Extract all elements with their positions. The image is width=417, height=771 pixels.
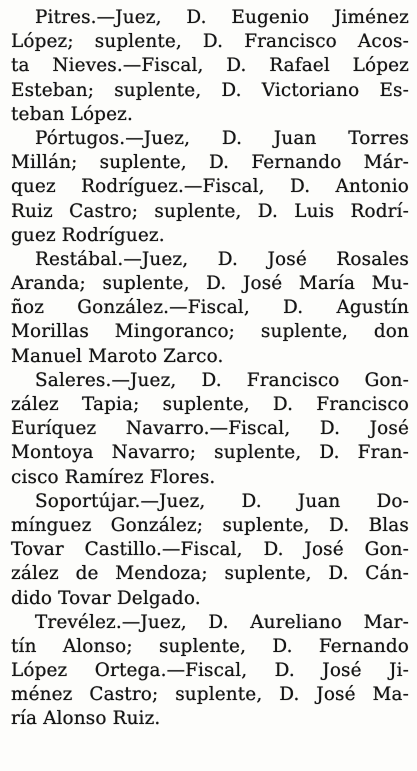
text-line: López; suplente, D. Francisco Acos- [11, 31, 409, 53]
text-line: Millán; suplente, D. Fernando Már- [11, 152, 409, 174]
text-line: Manuel Maroto Zarco. [11, 345, 224, 367]
text-line: Aranda; suplente, D. José María Mu- [11, 273, 409, 295]
text-line: tín Alonso; suplente, D. Fernando [11, 635, 409, 657]
text-line: quez Rodríguez.—Fiscal, D. Antonio [11, 176, 409, 198]
text-line: Restábal.—Juez, D. José Rosales [35, 248, 409, 270]
text-column [11, 6, 409, 732]
text-line: cisco Ramírez Flores. [11, 466, 216, 488]
text-line: Esteban; suplente, D. Victoriano Es- [11, 79, 409, 101]
text-line: Ruiz Castro; suplente, D. Luis Rodrí- [11, 200, 409, 222]
text-line: ménez Castro; suplente, D. José Ma- [11, 684, 409, 706]
text-line: Tovar Castillo.—Fiscal, D. José Gon- [11, 539, 409, 561]
entry-restábal [11, 248, 409, 369]
entry-pórtugos [11, 127, 409, 248]
entry-pitres [11, 6, 409, 127]
entry-saleres [11, 369, 409, 490]
text-line: Soportújar.—Juez, D. Juan Do- [35, 490, 409, 512]
text-line: Pitres.—Juez, D. Eugenio Jiménez [35, 7, 409, 28]
text-line: mínguez González; suplente, D. Blas [11, 514, 409, 536]
text-line: Morillas Mingoranco; suplente, don [11, 321, 409, 343]
text-line: Montoya Navarro; suplente, D. Fran- [11, 442, 409, 464]
text-line: López Ortega.—Fiscal, D. José Ji- [11, 660, 409, 682]
text-line: zález Tapia; suplente, D. Francisco [11, 394, 409, 415]
text-line: dido Tovar Delgado. [11, 587, 201, 609]
text-line: zález de Mendoza; suplente, D. Cán- [11, 563, 409, 585]
text-line: Trevélez.—Juez, D. Aureliano Mar- [35, 611, 409, 633]
text-line: Pórtugos.—Juez, D. Juan Torres [35, 127, 409, 149]
text-line: ta Nieves.—Fiscal, D. Rafael López [11, 55, 409, 77]
text-line: Euríquez Navarro.—Fiscal, D. José [11, 418, 409, 440]
entry-trevélez [11, 611, 409, 732]
text-line: ría Alonso Ruiz. [11, 708, 161, 730]
text-line: guez Rodríguez. [11, 224, 165, 246]
text-line: Saleres.—Juez, D. Francisco Gon- [35, 369, 409, 391]
text-line: ñoz González.—Fiscal, D. Agustín [11, 297, 409, 319]
text-line: teban López. [11, 103, 133, 125]
entry-soportújar [11, 490, 409, 611]
